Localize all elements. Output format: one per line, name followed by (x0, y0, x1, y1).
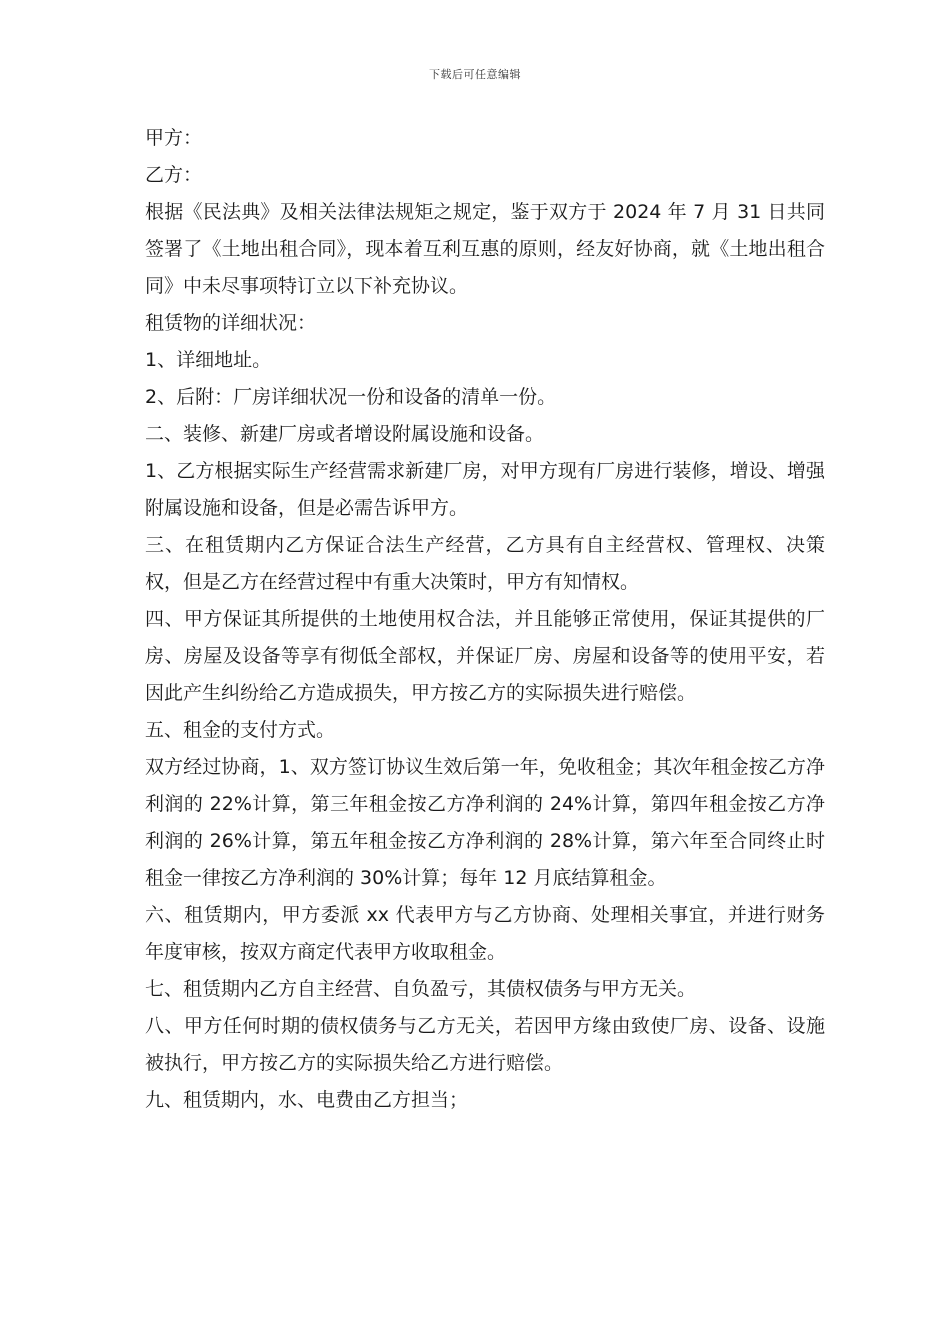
document-body (145, 120, 825, 1119)
page-header: 下载后可任意编辑 (429, 68, 521, 81)
paragraph-section-6: 六、租赁期内，甲方委派 xx 代表甲方与乙方协商、处理相关事宜，并进行财务年度审核，按双方商定代表甲方收取租金。 (145, 904, 825, 963)
paragraph-lease-details-heading: 租赁物的详细状况： (145, 312, 317, 334)
paragraph-party-a: 甲方： (145, 127, 203, 149)
paragraph-section-3: 三、在租赁期内乙方保证合法生产经营，乙方具有自主经营权、管理权、决策权，但是乙方在经营过程中有重大决策时，甲方有知情权。 (145, 534, 825, 593)
paragraph-address: 1、详细地址。 (145, 349, 272, 371)
paragraph-rent-terms: 双方经过协商，1、双方签订协议生效后第一年，免收租金；其次年租金按乙方净利润的 22%计算，第三年租金按乙方净利润的 24%计算，第四年租金按乙方净利润的 26%计算，第五年租金按乙方净利润的 28%计算，第六年至合同终止时租金一律按乙方净利润的 30%计算；每年 12 月底结算租金。 (145, 756, 825, 889)
paragraph-section-2-heading: 二、装修、新建厂房或者增设附属设施和设备。 (145, 423, 545, 445)
paragraph-section-9: 九、租赁期内，水、电费由乙方担当； (145, 1089, 469, 1111)
paragraph-section-8: 八、甲方任何时期的债权债务与乙方无关，若因甲方缘由致使厂房、设备、设施被执行，甲方按乙方的实际损失给乙方进行赔偿。 (145, 1015, 825, 1074)
paragraph-section-4: 四、甲方保证其所提供的土地使用权合法，并且能够正常使用，保证其提供的厂房、房屋及设备等享有彻低全部权，并保证厂房、房屋和设备等的使用平安，若因此产生纠纷给乙方造成损失，甲方按乙方的实际损失进行赔偿。 (145, 608, 825, 704)
paragraph-party-b: 乙方： (145, 164, 203, 186)
paragraph-preamble: 根据《民法典》及相关法律法规矩之规定，鉴于双方于 2024 年 7 月 31 日共同签署了《土地出租合同》，现本着互利互惠的原则，经友好协商，就《土地出租合同》中未尽事项特订立以下补充协议。 (145, 201, 825, 297)
paragraph-attachments: 2、后附：厂房详细状况一份和设备的清单一份。 (145, 386, 557, 408)
paragraph-section-5-heading: 五、租金的支付方式。 (145, 719, 336, 741)
paragraph-section-2-item-1: 1、乙方根据实际生产经营需求新建厂房，对甲方现有厂房进行装修，增设、增强附属设施和设备，但是必需告诉甲方。 (145, 460, 825, 519)
paragraph-section-7: 七、租赁期内乙方自主经营、自负盈亏，其债权债务与甲方无关。 (145, 978, 697, 1000)
